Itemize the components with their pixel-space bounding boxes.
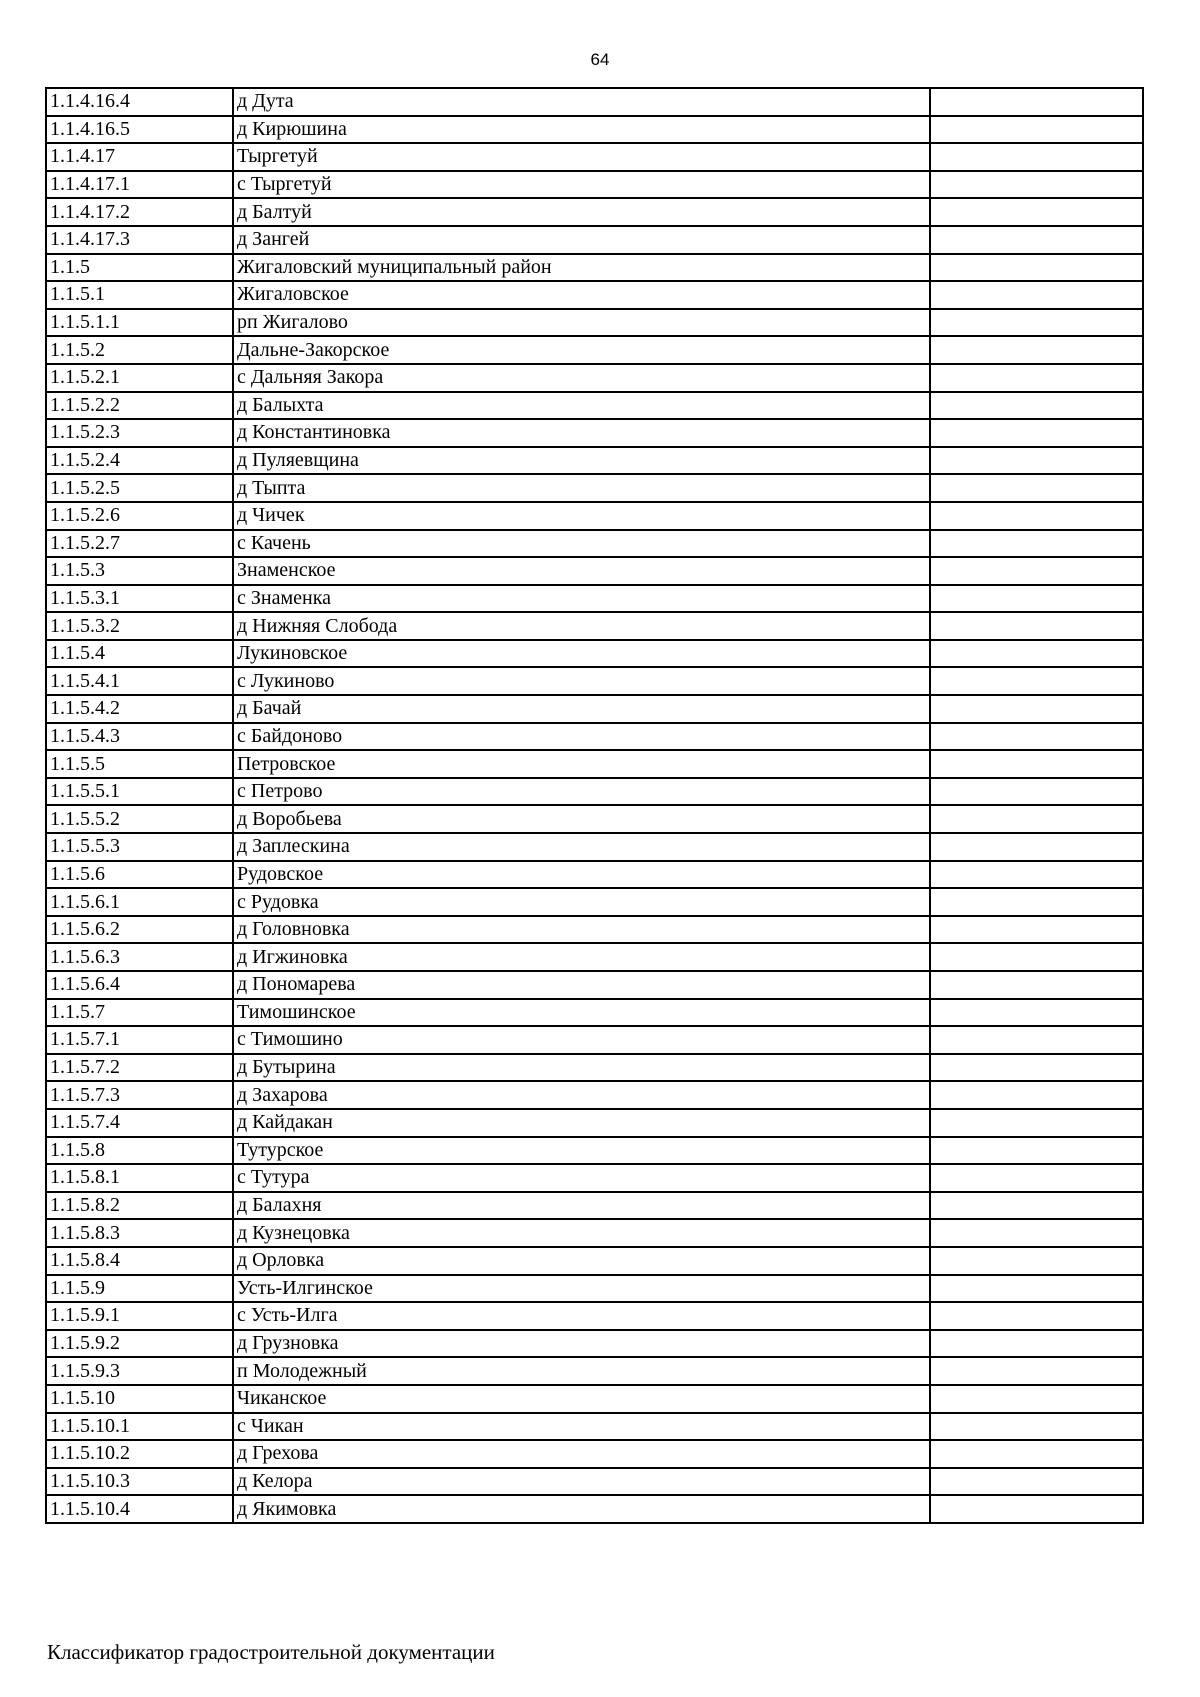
extra-cell	[930, 833, 1143, 861]
code-cell: 1.1.4.17.1	[46, 171, 233, 199]
table-row	[46, 419, 1143, 447]
extra-cell	[930, 309, 1143, 337]
extra-cell	[930, 695, 1143, 723]
code-cell: 1.1.5.7.3	[46, 1081, 233, 1109]
extra-cell	[930, 502, 1143, 530]
table-row	[46, 143, 1143, 171]
extra-cell	[930, 805, 1143, 833]
code-cell: 1.1.5.8.2	[46, 1192, 233, 1220]
table-row	[46, 474, 1143, 502]
table-row	[46, 861, 1143, 889]
code-cell: 1.1.5.2	[46, 336, 233, 364]
table-row	[46, 640, 1143, 668]
table-row	[46, 667, 1143, 695]
code-cell: 1.1.5.4.3	[46, 723, 233, 751]
table-row	[46, 1109, 1143, 1137]
extra-cell	[930, 1357, 1143, 1385]
table-row	[46, 999, 1143, 1027]
name-cell: д Тыпта	[233, 474, 930, 502]
table-row	[46, 254, 1143, 282]
code-cell: 1.1.5.6.3	[46, 943, 233, 971]
extra-cell	[930, 1054, 1143, 1082]
name-cell: Лукиновское	[233, 640, 930, 668]
table-row	[46, 1275, 1143, 1303]
extra-cell	[930, 667, 1143, 695]
code-cell: 1.1.5.8.3	[46, 1219, 233, 1247]
code-cell: 1.1.5.7.4	[46, 1109, 233, 1137]
extra-cell	[930, 447, 1143, 475]
extra-cell	[930, 392, 1143, 420]
extra-cell	[930, 943, 1143, 971]
code-cell: 1.1.5.5.3	[46, 833, 233, 861]
name-cell: Тыргетуй	[233, 143, 930, 171]
table-row	[46, 336, 1143, 364]
code-cell: 1.1.5.9.2	[46, 1330, 233, 1358]
extra-cell	[930, 1219, 1143, 1247]
table-row	[46, 888, 1143, 916]
extra-cell	[930, 750, 1143, 778]
name-cell: с Лукиново	[233, 667, 930, 695]
name-cell: д Бачай	[233, 695, 930, 723]
table-row	[46, 1302, 1143, 1330]
table-row	[46, 530, 1143, 558]
code-cell: 1.1.5.9	[46, 1275, 233, 1303]
name-cell: с Качень	[233, 530, 930, 558]
table-row	[46, 557, 1143, 585]
code-cell: 1.1.5.10	[46, 1385, 233, 1413]
table-row	[46, 1081, 1143, 1109]
classifier-table	[45, 87, 1144, 1524]
extra-cell	[930, 999, 1143, 1027]
code-cell: 1.1.5.8.1	[46, 1164, 233, 1192]
name-cell: д Орловка	[233, 1247, 930, 1275]
code-cell: 1.1.5.2.5	[46, 474, 233, 502]
table-row	[46, 778, 1143, 806]
code-cell: 1.1.5.10.1	[46, 1413, 233, 1441]
table-row	[46, 1440, 1143, 1468]
table-row	[46, 226, 1143, 254]
table-row	[46, 1247, 1143, 1275]
table-row	[46, 612, 1143, 640]
code-cell: 1.1.5.1	[46, 281, 233, 309]
code-cell: 1.1.5.6.1	[46, 888, 233, 916]
extra-cell	[930, 888, 1143, 916]
table-row	[46, 116, 1143, 144]
document-footer: Классификатор градостроительной документации	[47, 1640, 495, 1664]
table-row	[46, 198, 1143, 226]
name-cell: рп Жигалово	[233, 309, 930, 337]
table-row	[46, 1413, 1143, 1441]
classifier-table-body	[46, 88, 1143, 1523]
extra-cell	[930, 1275, 1143, 1303]
name-cell: с Байдоново	[233, 723, 930, 751]
extra-cell	[930, 1413, 1143, 1441]
extra-cell	[930, 723, 1143, 751]
name-cell: с Чикан	[233, 1413, 930, 1441]
extra-cell	[930, 1495, 1143, 1523]
table-row	[46, 1495, 1143, 1523]
extra-cell	[930, 171, 1143, 199]
code-cell: 1.1.5.10.4	[46, 1495, 233, 1523]
extra-cell	[930, 971, 1143, 999]
name-cell: Петровское	[233, 750, 930, 778]
table-row	[46, 833, 1143, 861]
table-row	[46, 364, 1143, 392]
extra-cell	[930, 281, 1143, 309]
name-cell: д Грузновка	[233, 1330, 930, 1358]
name-cell: с Тыргетуй	[233, 171, 930, 199]
name-cell: Жигаловское	[233, 281, 930, 309]
code-cell: 1.1.5.8.4	[46, 1247, 233, 1275]
extra-cell	[930, 861, 1143, 889]
name-cell: д Головновка	[233, 916, 930, 944]
extra-cell	[930, 474, 1143, 502]
code-cell: 1.1.5.3	[46, 557, 233, 585]
code-cell: 1.1.4.17	[46, 143, 233, 171]
code-cell: 1.1.5.2.6	[46, 502, 233, 530]
table-row	[46, 750, 1143, 778]
name-cell: д Пономарева	[233, 971, 930, 999]
extra-cell	[930, 116, 1143, 144]
code-cell: 1.1.5.4	[46, 640, 233, 668]
extra-cell	[930, 419, 1143, 447]
extra-cell	[930, 640, 1143, 668]
table-row	[46, 585, 1143, 613]
name-cell: д Дута	[233, 88, 930, 116]
code-cell: 1.1.5.2.4	[46, 447, 233, 475]
name-cell: д Балыхта	[233, 392, 930, 420]
name-cell: д Якимовка	[233, 1495, 930, 1523]
code-cell: 1.1.5.4.2	[46, 695, 233, 723]
code-cell: 1.1.5.7.2	[46, 1054, 233, 1082]
table-row	[46, 309, 1143, 337]
table-row	[46, 1219, 1143, 1247]
name-cell: Усть-Илгинское	[233, 1275, 930, 1303]
extra-cell	[930, 778, 1143, 806]
name-cell: д Заплескина	[233, 833, 930, 861]
code-cell: 1.1.5.3.2	[46, 612, 233, 640]
table-row	[46, 447, 1143, 475]
extra-cell	[930, 530, 1143, 558]
name-cell: д Нижняя Слобода	[233, 612, 930, 640]
extra-cell	[930, 1026, 1143, 1054]
table-row	[46, 281, 1143, 309]
table-row	[46, 916, 1143, 944]
table-row	[46, 502, 1143, 530]
name-cell: Чиканское	[233, 1385, 930, 1413]
name-cell: с Петрово	[233, 778, 930, 806]
extra-cell	[930, 1330, 1143, 1358]
extra-cell	[930, 1192, 1143, 1220]
name-cell: д Константиновка	[233, 419, 930, 447]
table-row	[46, 1385, 1143, 1413]
name-cell: д Келора	[233, 1468, 930, 1496]
extra-cell	[930, 1164, 1143, 1192]
extra-cell	[930, 1468, 1143, 1496]
name-cell: с Рудовка	[233, 888, 930, 916]
code-cell: 1.1.4.17.3	[46, 226, 233, 254]
name-cell: д Захарова	[233, 1081, 930, 1109]
name-cell: Дальне-Закорское	[233, 336, 930, 364]
name-cell: д Кайдакан	[233, 1109, 930, 1137]
name-cell: с Тимошино	[233, 1026, 930, 1054]
table-row	[46, 1330, 1143, 1358]
name-cell: с Знаменка	[233, 585, 930, 613]
table-row	[46, 1164, 1143, 1192]
code-cell: 1.1.5	[46, 254, 233, 282]
table-row	[46, 695, 1143, 723]
code-cell: 1.1.4.16.5	[46, 116, 233, 144]
name-cell: д Балахня	[233, 1192, 930, 1220]
name-cell: д Балтуй	[233, 198, 930, 226]
extra-cell	[930, 226, 1143, 254]
extra-cell	[930, 612, 1143, 640]
code-cell: 1.1.5.6	[46, 861, 233, 889]
table-row	[46, 171, 1143, 199]
code-cell: 1.1.5.10.2	[46, 1440, 233, 1468]
extra-cell	[930, 1081, 1143, 1109]
code-cell: 1.1.5.5	[46, 750, 233, 778]
table-row	[46, 1192, 1143, 1220]
table-row	[46, 723, 1143, 751]
page-number: 64	[590, 50, 610, 69]
extra-cell	[930, 585, 1143, 613]
extra-cell	[930, 88, 1143, 116]
code-cell: 1.1.5.2.3	[46, 419, 233, 447]
code-cell: 1.1.5.5.2	[46, 805, 233, 833]
name-cell: Рудовское	[233, 861, 930, 889]
name-cell: п Молодежный	[233, 1357, 930, 1385]
table-row	[46, 1054, 1143, 1082]
code-cell: 1.1.5.2.2	[46, 392, 233, 420]
extra-cell	[930, 557, 1143, 585]
name-cell: с Дальняя Закора	[233, 364, 930, 392]
code-cell: 1.1.5.4.1	[46, 667, 233, 695]
extra-cell	[930, 143, 1143, 171]
name-cell: д Зангей	[233, 226, 930, 254]
name-cell: Знаменское	[233, 557, 930, 585]
code-cell: 1.1.5.9.1	[46, 1302, 233, 1330]
code-cell: 1.1.5.1.1	[46, 309, 233, 337]
code-cell: 1.1.5.3.1	[46, 585, 233, 613]
name-cell: с Тутура	[233, 1164, 930, 1192]
code-cell: 1.1.5.5.1	[46, 778, 233, 806]
code-cell: 1.1.5.7.1	[46, 1026, 233, 1054]
code-cell: 1.1.5.2.7	[46, 530, 233, 558]
extra-cell	[930, 254, 1143, 282]
name-cell: д Игжиновка	[233, 943, 930, 971]
code-cell: 1.1.5.6.4	[46, 971, 233, 999]
code-cell: 1.1.5.8	[46, 1137, 233, 1165]
extra-cell	[930, 1137, 1143, 1165]
code-cell: 1.1.5.7	[46, 999, 233, 1027]
extra-cell	[930, 336, 1143, 364]
extra-cell	[930, 198, 1143, 226]
table-row	[46, 392, 1143, 420]
name-cell: д Чичек	[233, 502, 930, 530]
name-cell: д Кузнецовка	[233, 1219, 930, 1247]
extra-cell	[930, 1440, 1143, 1468]
code-cell: 1.1.4.17.2	[46, 198, 233, 226]
code-cell: 1.1.5.10.3	[46, 1468, 233, 1496]
table-row	[46, 1468, 1143, 1496]
code-cell: 1.1.5.9.3	[46, 1357, 233, 1385]
name-cell: д Грехова	[233, 1440, 930, 1468]
table-row	[46, 971, 1143, 999]
name-cell: Жигаловский муниципальный район	[233, 254, 930, 282]
code-cell: 1.1.5.6.2	[46, 916, 233, 944]
code-cell: 1.1.5.2.1	[46, 364, 233, 392]
table-row	[46, 88, 1143, 116]
name-cell: Тимошинское	[233, 999, 930, 1027]
name-cell: д Кирюшина	[233, 116, 930, 144]
extra-cell	[930, 1109, 1143, 1137]
name-cell: д Бутырина	[233, 1054, 930, 1082]
table-row	[46, 1137, 1143, 1165]
extra-cell	[930, 364, 1143, 392]
name-cell: д Воробьева	[233, 805, 930, 833]
code-cell: 1.1.4.16.4	[46, 88, 233, 116]
name-cell: с Усть-Илга	[233, 1302, 930, 1330]
table-row	[46, 1026, 1143, 1054]
extra-cell	[930, 1385, 1143, 1413]
name-cell: д Пуляевщина	[233, 447, 930, 475]
extra-cell	[930, 1302, 1143, 1330]
table-row	[46, 805, 1143, 833]
table-row	[46, 943, 1143, 971]
table-row	[46, 1357, 1143, 1385]
extra-cell	[930, 916, 1143, 944]
name-cell: Тутурское	[233, 1137, 930, 1165]
extra-cell	[930, 1247, 1143, 1275]
